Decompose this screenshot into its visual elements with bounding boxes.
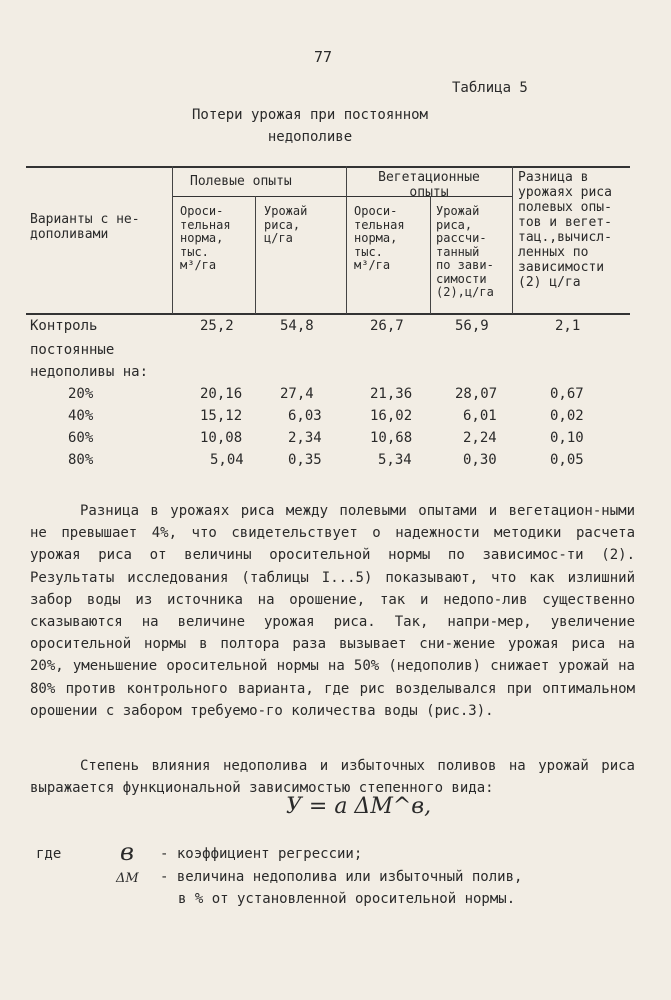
symbol-delta-m-definition: - величина недополива или избыточный полив, (160, 869, 523, 885)
cell-field-yield: 6,03 (288, 408, 322, 424)
table-col-divider-5 (512, 166, 513, 314)
table-title-line-2: недополиве (267, 129, 353, 145)
table-col-divider-4 (430, 196, 431, 314)
cell-veg-norm: 26,7 (370, 318, 404, 334)
row-label: 80% (68, 452, 94, 468)
table-top-rule (26, 166, 630, 168)
symbol-b-definition: - коэффициент регрессии; (160, 846, 363, 862)
cell-difference: 0,02 (550, 408, 584, 424)
table-header-bottom-rule (26, 313, 630, 315)
symbol-b: в (120, 838, 134, 866)
cell-difference: 0,10 (550, 430, 584, 446)
header-field-irrigation-norm: Ороси- тельная норма, тыс. м³/га (180, 204, 231, 272)
cell-difference: 0,05 (550, 452, 584, 468)
row-label: постоянные (30, 342, 115, 358)
row-label: 20% (68, 386, 94, 402)
cell-veg-norm: 16,02 (370, 408, 413, 424)
cell-field-norm: 15,12 (200, 408, 243, 424)
table-title-line-1: Потери урожая при постоянном (191, 107, 428, 123)
row-label: Контроль (30, 318, 98, 334)
header-veg-irrigation-norm: Ороси- тельная норма, тыс. м³/га (354, 204, 405, 272)
table-title (178, 104, 442, 148)
cell-field-yield: 0,35 (288, 452, 322, 468)
where-label: где (36, 846, 62, 862)
table-number: Таблица 5 (452, 80, 528, 96)
header-vegetation-experiments: Вегетационные опыты (378, 170, 480, 200)
header-veg-rice-yield: Урожай риса, рассчи- танный по зави- симости (2),ц/га (436, 204, 494, 299)
cell-difference: 2,1 (555, 318, 581, 334)
body-paragraph-2-text: Степень влияния недополива и избыточных поливов на урожай риса выражается функциональной зависимостью степенного вида: (30, 758, 635, 797)
header-variants: Варианты с не- дополивами (30, 212, 140, 242)
table-col-divider-2 (255, 196, 256, 314)
header-field-rice-yield: Урожай риса, ц/га (264, 204, 308, 245)
cell-field-yield: 54,8 (280, 318, 314, 334)
row-label: недополивы на: (30, 364, 149, 380)
table-col-divider-1 (172, 166, 173, 314)
cell-veg-yield: 56,9 (455, 318, 489, 334)
cell-field-yield: 27,4 (280, 386, 314, 402)
cell-field-norm: 10,08 (200, 430, 243, 446)
header-field-experiments: Полевые опыты (190, 174, 292, 189)
row-label: 60% (68, 430, 94, 446)
cell-veg-norm: 10,68 (370, 430, 413, 446)
cell-veg-yield: 6,01 (463, 408, 497, 424)
symbol-delta-m-definition-cont: в % от установленной оросительной нормы. (178, 891, 516, 907)
cell-field-norm: 25,2 (200, 318, 234, 334)
cell-field-norm: 5,04 (210, 452, 244, 468)
cell-field-norm: 20,16 (200, 386, 243, 402)
symbol-delta-m: ΔМ (116, 871, 139, 886)
table-col-divider-3 (346, 166, 347, 314)
cell-difference: 0,67 (550, 386, 584, 402)
cell-veg-norm: 21,36 (370, 386, 413, 402)
cell-veg-yield: 28,07 (455, 386, 498, 402)
regression-formula: У = а ΔМ^в, (286, 794, 432, 819)
cell-veg-yield: 0,30 (463, 452, 497, 468)
body-paragraph-2 (30, 755, 635, 799)
header-difference: Разница в урожаях риса полевых опы- тов и вегет- тац.,вычисл- ленных по зависимости (2) ц/га (518, 170, 612, 290)
body-paragraph-1 (30, 500, 635, 722)
page-number: 77 (314, 48, 333, 66)
cell-veg-norm: 5,34 (378, 452, 412, 468)
body-paragraph-1-text: Разница в урожаях риса между полевыми опытами и вегетацион-ными не превышает 4%, что свидетельствует о надежности методики расчета урожая риса от величины оросительной нормы по зависимос-ти (2). Результаты исследования (таблицы I...5) показывают, что как излишний забор воды из источника на орошение, так и недопо-лив существенно сказываются на величине урожая риса. Так, напри-мер, увеличение оросительной нормы в полтора раза вызывает сни-жение урожая риса на 20%, уменьшение оросительной нормы на 50% (недополив) снижает урожай на 80% против контрольного варианта, где рис возделывался при оптимальном орошении с забором требуемо-го количества воды (рис.3). (30, 503, 635, 719)
cell-veg-yield: 2,24 (463, 430, 497, 446)
cell-field-yield: 2,34 (288, 430, 322, 446)
row-label: 40% (68, 408, 94, 424)
